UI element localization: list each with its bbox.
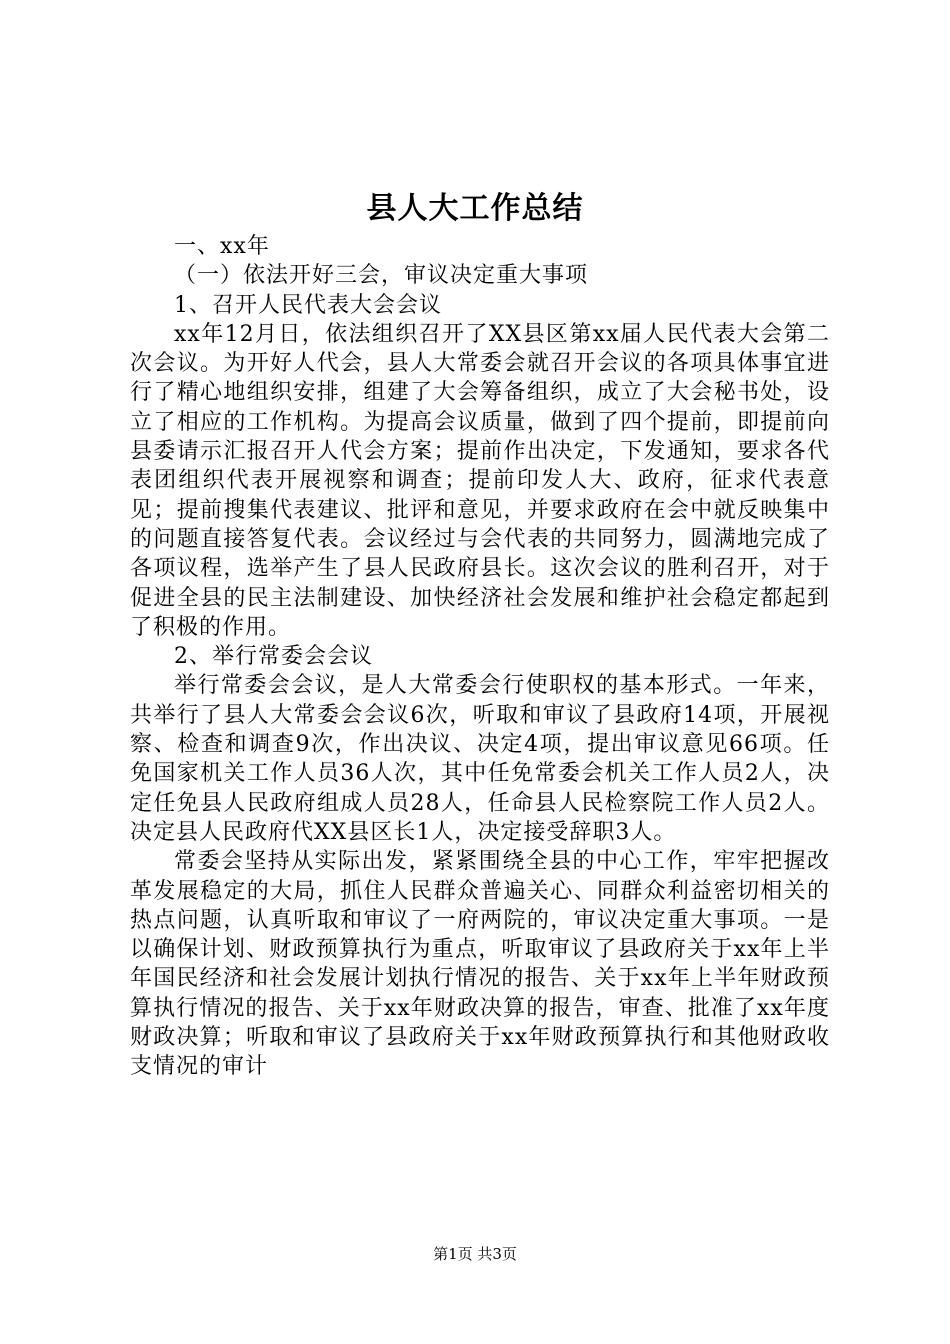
- body-paragraph: 常委会坚持从实际出发，紧紧围绕全县的中心工作，牢牢把握改革发展稳定的大局，抓住人民群众普遍关心、同群众利益密切相关的热点问题，认真听取和审议了一府两院的，审议决定重大事项。一是以确保计划、财政预算执行为重点，听取审议了县政府关于xx年上半年国民经济和社会发展计划执行情况的报告、关于xx年上半年财政预算执行情况的报告、关于xx年财政决算的报告，审查、批准了xx年度财政决算；听取和审议了县政府关于xx年财政预算执行和其他财政收支情况的审计: [130, 849, 830, 1080]
- body-paragraph: 举行常委会会议，是人大常委会行使职权的基本形式。一年来，共举行了县人大常委会会议6次，听取和审议了县政府14项，开展视察、检查和调查9次，作出决议、决定4项，提出审议意见66项。任免国家机关工作人员36人次，其中任免常委会机关工作人员2人，决定任免县人民政府组成人员28人，任命县人民检察院工作人员2人。决定县人民政府代XX县区长1人，决定接受辞职3人。: [130, 673, 830, 845]
- page-footer: 第1页 共3页: [433, 1245, 517, 1263]
- subsection-heading: （一）依法开好三会，审议决定重大事项: [174, 263, 589, 289]
- document-title: 县人大工作总结: [366, 191, 584, 226]
- section-heading: 一、xx年: [174, 234, 270, 259]
- body-paragraph: xx年12月日，依法组织召开了XX县区第xx届人民代表大会第二次会议。为开好人代会，县人大常委会就召开会议的各项具体事宜进行了精心地组织安排，组建了大会筹备组织，成立了大会秘书处，设立了相应的工作机构。为提高会议质量，做到了四个提前，即提前向县委请示汇报召开人代会方案；提前作出决定，下发通知，要求各代表团组织代表开展视察和调查；提前印发人大、政府，征求代表意见；提前搜集代表建议、批评和意见，并要求政府在会中就反映集中的问题直接答复代表。会议经过与会代表的共同努力，圆满地完成了各项议程，选举产生了县人民政府县长。这次会议的胜利召开，对于促进全县的民主法制建设、加快经济社会发展和维护社会稳定都起到了积极的作用。: [130, 321, 830, 640]
- item-heading: 1、召开人民代表大会会议: [174, 292, 442, 318]
- item-heading: 2、举行常委会会议: [174, 644, 373, 670]
- document-body: [130, 232, 830, 1082]
